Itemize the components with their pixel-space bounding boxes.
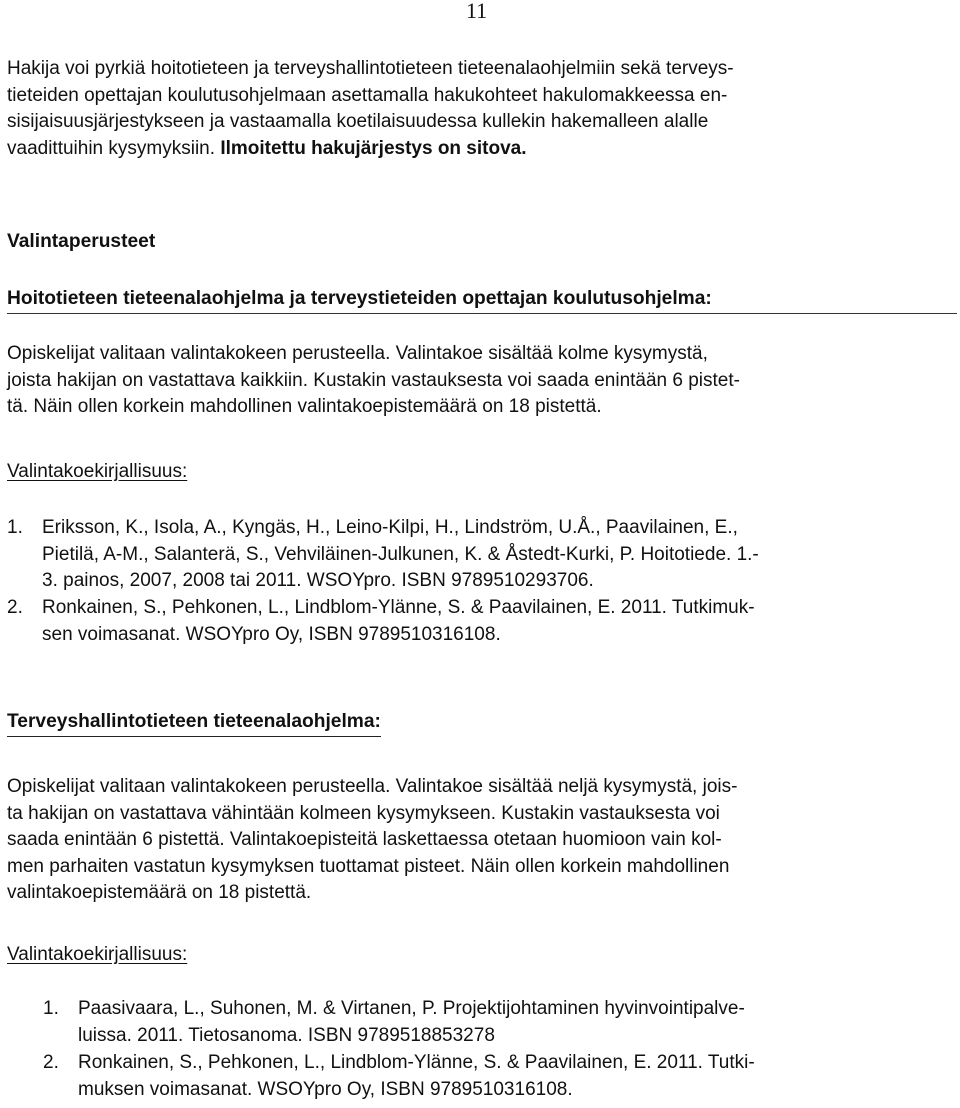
reference-line: Ronkainen, S., Pehkonen, L., Lindblom-Ylänne, S. & Paavilainen, E. 2011. Tutki- — [78, 1052, 755, 1073]
section2-literature-label: Valintakoekirjallisuus: — [7, 944, 188, 965]
section1-heading: Hoitotieteen tieteenalaohjelma ja terveystieteiden opettajan koulutusohjelma: — [7, 288, 712, 309]
section1-reference-2 — [7, 595, 947, 649]
section2-heading: Terveyshallintotieteen tieteenalaohjelma: — [7, 711, 381, 737]
reference-text — [78, 996, 745, 1049]
section2-reference-1 — [43, 996, 947, 1050]
reference-number: 1. — [43, 998, 59, 1019]
section2-body-line: Opiskelijat valitaan valintakokeen perusteella. Valintakoe sisältää neljä kysymystä, jois- — [7, 776, 738, 797]
intro-paragraph — [7, 56, 952, 162]
page-number: 11 — [466, 0, 488, 23]
intro-line: vaadittuihin kysymyksiin. — [7, 137, 216, 159]
section1-heading-rule — [7, 313, 957, 314]
reference-text — [42, 595, 755, 648]
intro-bold-sentence: Ilmoitettu hakujärjestys on sitova. — [220, 137, 527, 159]
reference-line: Pietilä, A-M., Salanterä, S., Vehviläinen-Julkunen, K. & Åstedt-Kurki, P. Hoitotiede. 1.- — [42, 543, 759, 565]
section2-body-line: saada enintään 6 pistettä. Valintakoepisteitä laskettaessa otetaan huomioon vain kol- — [7, 829, 722, 851]
reference-line: muksen voimasanat. WSOYpro Oy, ISBN 9789510316108. — [78, 1078, 573, 1100]
intro-line: Hakija voi pyrkiä hoitotieteen ja terveyshallintotieteen tieteenalaohjelmiin sekä terveys- — [7, 58, 734, 79]
reference-line: Paasivaara, L., Suhonen, M. & Virtanen, P. Projektijohtaminen hyvinvointipalve- — [78, 998, 745, 1019]
reference-line: luissa. 2011. Tietosanoma. ISBN 9789518853278 — [78, 1024, 495, 1046]
section2-body-line: ta hakijan on vastattava vähintään kolmeen kysymykseen. Kustakin vastauksesta voi — [7, 802, 720, 824]
reference-line: Ronkainen, S., Pehkonen, L., Lindblom-Ylänne, S. & Paavilainen, E. 2011. Tutkimuk- — [42, 597, 755, 618]
section1-reference-1-continued — [7, 568, 947, 595]
section1-body-line: Opiskelijat valitaan valintakokeen perusteella. Valintakoe sisältää kolme kysymystä, — [7, 343, 708, 364]
section1-body-line: joista hakijan on vastattava kaikkiin. Kustakin vastauksesta voi saada enintään 6 pistet- — [7, 369, 740, 391]
intro-last-line — [7, 136, 952, 163]
reference-line: sen voimasanat. WSOYpro Oy, ISBN 9789510316108. — [42, 623, 501, 645]
section2-reference-2 — [43, 1050, 947, 1104]
section1-literature-label: Valintakoekirjallisuus: — [7, 461, 188, 482]
valintaperusteet-heading: Valintaperusteet — [7, 231, 156, 252]
intro-line: tieteiden opettajan koulutusohjelmaan asettamalla hakukohteet hakulomakkeessa en- — [7, 84, 728, 106]
intro-line: sisijaisuusjärjestykseen ja vastaamalla koetilaisuudessa kullekin hakemalleen alalle — [7, 111, 709, 133]
section1-body — [7, 341, 952, 421]
reference-text — [78, 1050, 755, 1103]
section2-body-line: valintakoepistemäärä on 18 pistettä. — [7, 882, 312, 904]
reference-line: 3. painos, 2007, 2008 tai 2011. WSOYpro. ISBN 9789510293706. — [42, 570, 594, 591]
reference-number: 2. — [7, 597, 23, 618]
section1-body-line: tä. Näin ollen korkein mahdollinen valintakoepistemäärä on 18 pistettä. — [7, 396, 602, 418]
reference-number: 1. — [7, 517, 23, 538]
section2-body — [7, 774, 952, 907]
reference-number: 2. — [43, 1052, 59, 1073]
reference-line: Eriksson, K., Isola, A., Kyngäs, H., Leino-Kilpi, H., Lindström, U.Å., Paavilainen, E., — [42, 517, 738, 538]
reference-text — [42, 515, 759, 568]
section2-body-line: men parhaiten vastatun kysymyksen tuottamat pisteet. Näin ollen korkein mahdollinen — [7, 855, 730, 877]
